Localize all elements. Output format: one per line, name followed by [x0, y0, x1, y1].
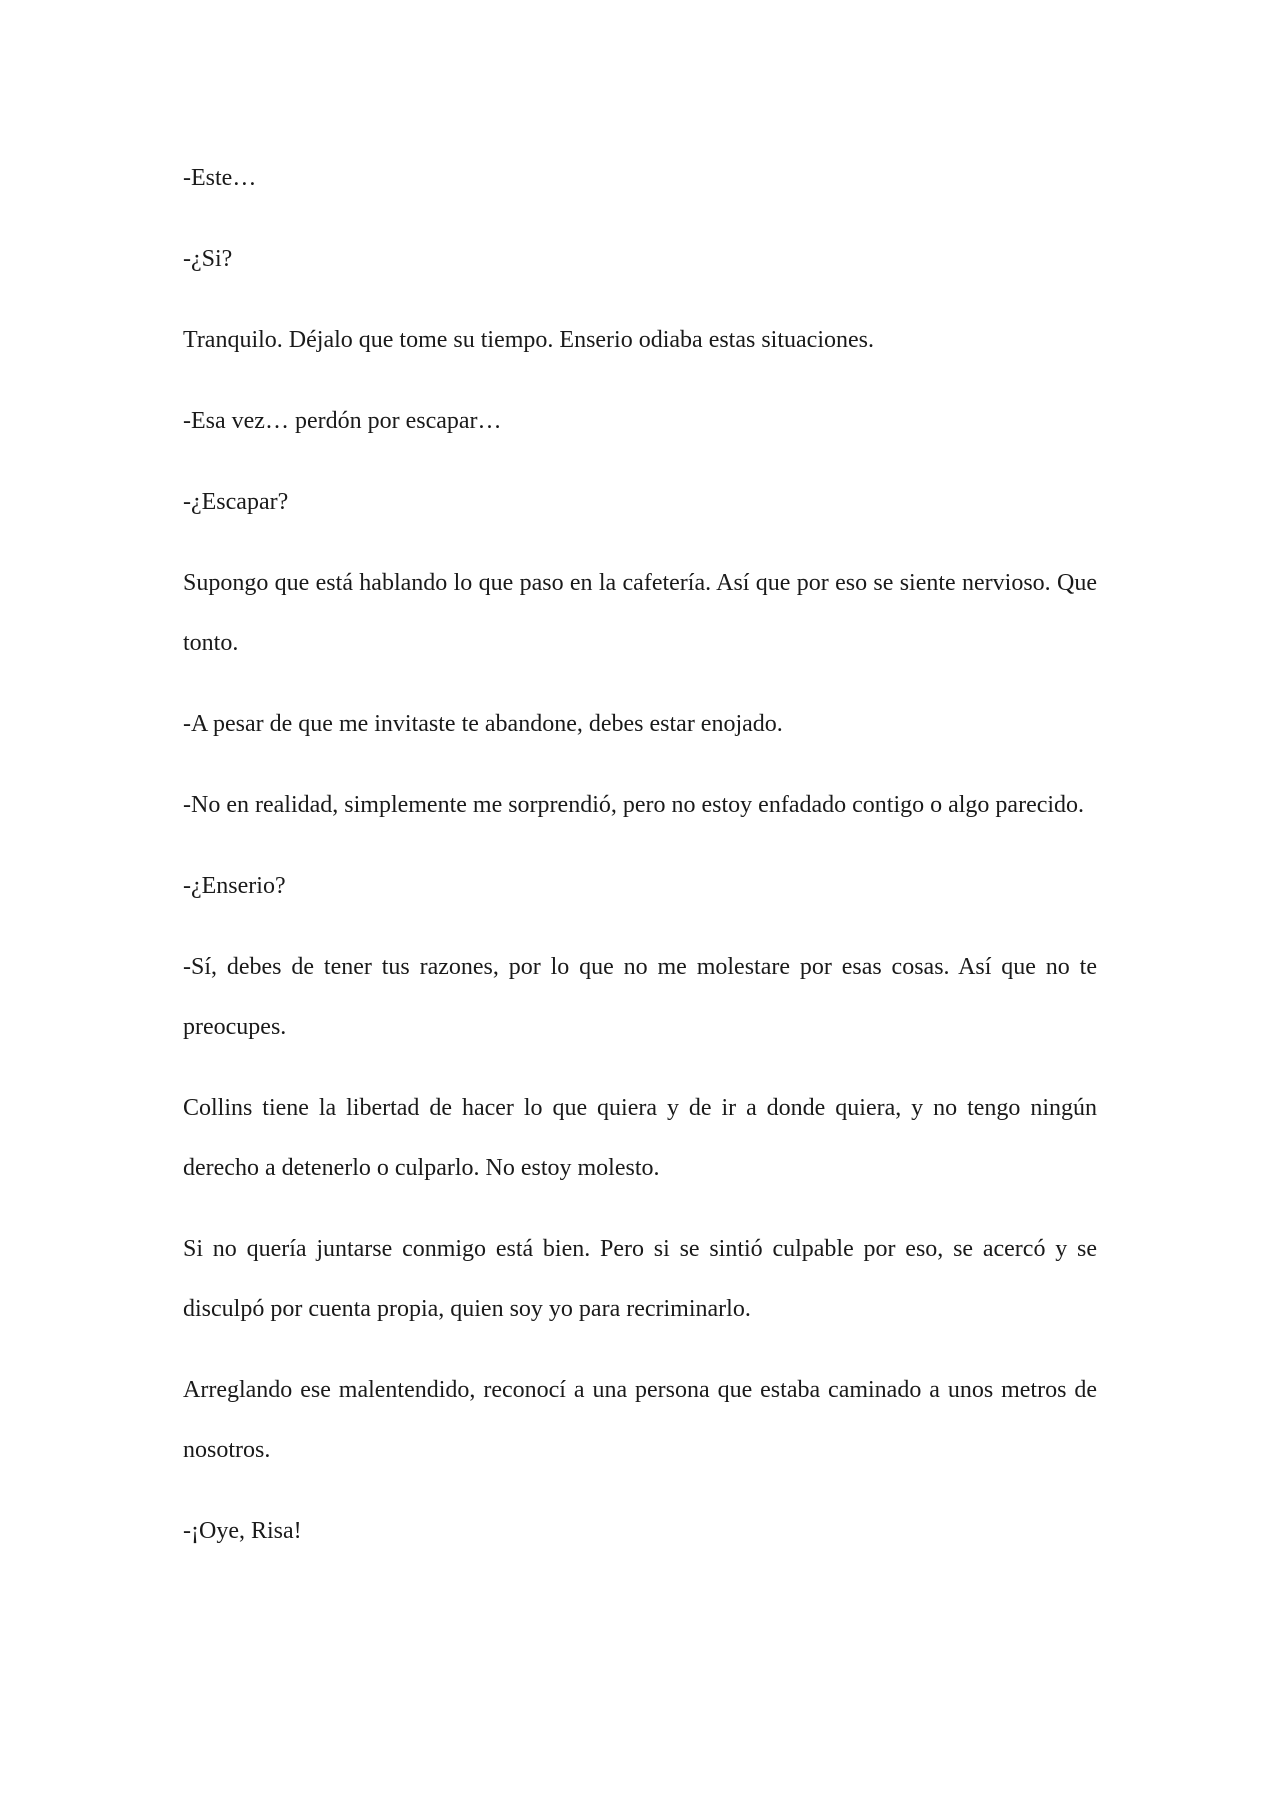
paragraph: -¿Si? [183, 246, 233, 272]
paragraph: -A pesar de que me invitaste te abandone, debes estar enojado. [183, 711, 783, 737]
paragraph: Arreglando ese malentendido, reconocí a una persona que estaba caminado a unos metros de nosotros. [183, 1377, 1097, 1463]
paragraph: -Este… [183, 165, 257, 191]
paragraph: Si no quería juntarse conmigo está bien. Pero si se sintió culpable por eso, se acercó y se disculpó por cuenta propia, quien soy yo para recriminarlo. [183, 1236, 1097, 1322]
document-body [183, 148, 1097, 1582]
paragraph: -No en realidad, simplemente me sorprendió, pero no estoy enfadado contigo o algo parecido. [183, 792, 1085, 818]
paragraph: Tranquilo. Déjalo que tome su tiempo. Enserio odiaba estas situaciones. [183, 327, 874, 353]
paragraph: -Sí, debes de tener tus razones, por lo que no me molestare por esas cosas. Así que no te preocupes. [183, 954, 1097, 1040]
paragraph: Collins tiene la libertad de hacer lo que quiera y de ir a donde quiera, y no tengo ningún derecho a detenerlo o culparlo. No estoy molesto. [183, 1095, 1097, 1181]
paragraph: -Esa vez… perdón por escapar… [183, 408, 502, 434]
paragraph: -¡Oye, Risa! [183, 1518, 302, 1544]
paragraph: -¿Escapar? [183, 489, 289, 515]
paragraph: -¿Enserio? [183, 873, 286, 899]
paragraph: Supongo que está hablando lo que paso en la cafetería. Así que por eso se siente nervioso. Que tonto. [183, 570, 1097, 656]
